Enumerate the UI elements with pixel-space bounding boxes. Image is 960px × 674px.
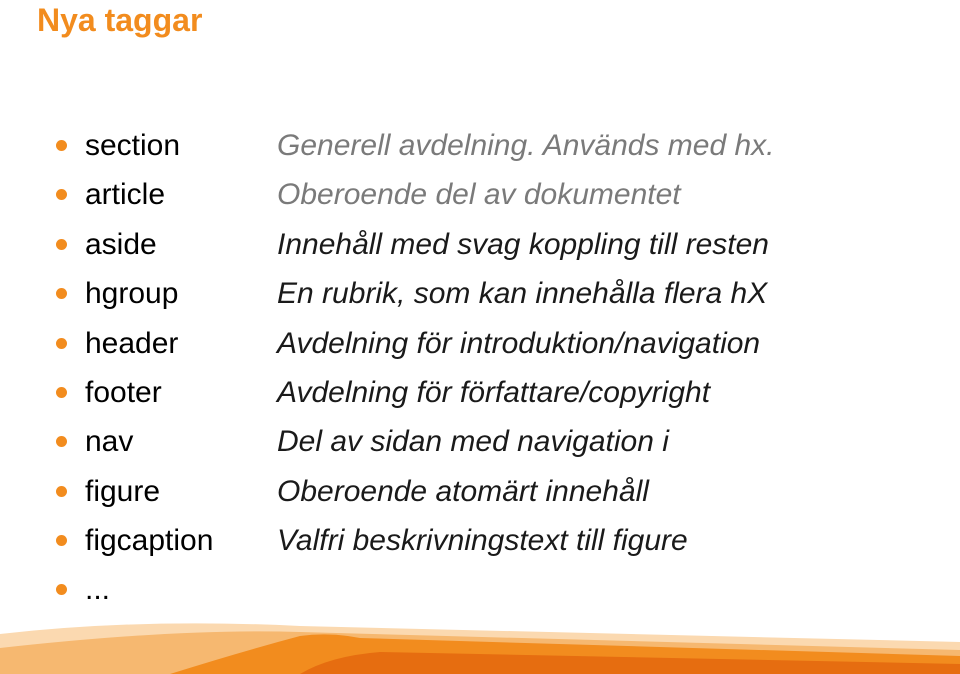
bullet-icon	[56, 338, 67, 349]
slide-title: Nya taggar	[37, 2, 203, 38]
tag-name: hgroup	[85, 277, 179, 310]
list-item	[0, 124, 960, 173]
tag-name: aside	[85, 228, 157, 261]
bullet-icon	[56, 288, 67, 299]
bullet-icon	[56, 189, 67, 200]
tag-description: Avdelning för författare/copyright	[277, 376, 711, 409]
tag-name: nav	[85, 425, 134, 458]
bullet-icon	[56, 584, 67, 595]
tag-description: Oberoende atomärt innehåll	[277, 475, 649, 508]
bullet-icon	[56, 486, 67, 497]
list-item	[0, 173, 960, 222]
bullet-icon	[56, 140, 67, 151]
tag-description: Generell avdelning. Används med hx.	[277, 129, 775, 162]
list-item	[0, 371, 960, 420]
bullet-icon	[56, 239, 67, 250]
bullet-icon	[56, 535, 67, 546]
list-item	[0, 223, 960, 272]
tag-description: Valfri beskrivningstext till figure	[277, 524, 688, 557]
tag-description: Innehåll med svag koppling till resten	[277, 228, 769, 261]
bullet-icon	[56, 387, 67, 398]
list-item	[0, 568, 960, 617]
list-item	[0, 272, 960, 321]
bullet-icon	[56, 436, 67, 447]
footer-swoosh-decoration	[0, 612, 960, 674]
list-item	[0, 470, 960, 519]
tag-name: figcaption	[85, 524, 214, 557]
list-item	[0, 519, 960, 568]
tag-name: article	[85, 178, 166, 211]
tag-description: En rubrik, som kan innehålla flera hX	[277, 277, 768, 310]
tag-name: ...	[85, 573, 111, 606]
tag-name: footer	[85, 376, 162, 409]
tag-name: section	[85, 129, 181, 162]
tag-description: Avdelning för introduktion/navigation	[277, 327, 761, 360]
tag-description: Oberoende del av dokumentet	[277, 178, 681, 211]
list-item	[0, 322, 960, 371]
tag-name: header	[85, 327, 179, 360]
list-item	[0, 420, 960, 469]
tag-description: Del av sidan med navigation i	[277, 425, 669, 458]
tag-name: figure	[85, 475, 161, 508]
